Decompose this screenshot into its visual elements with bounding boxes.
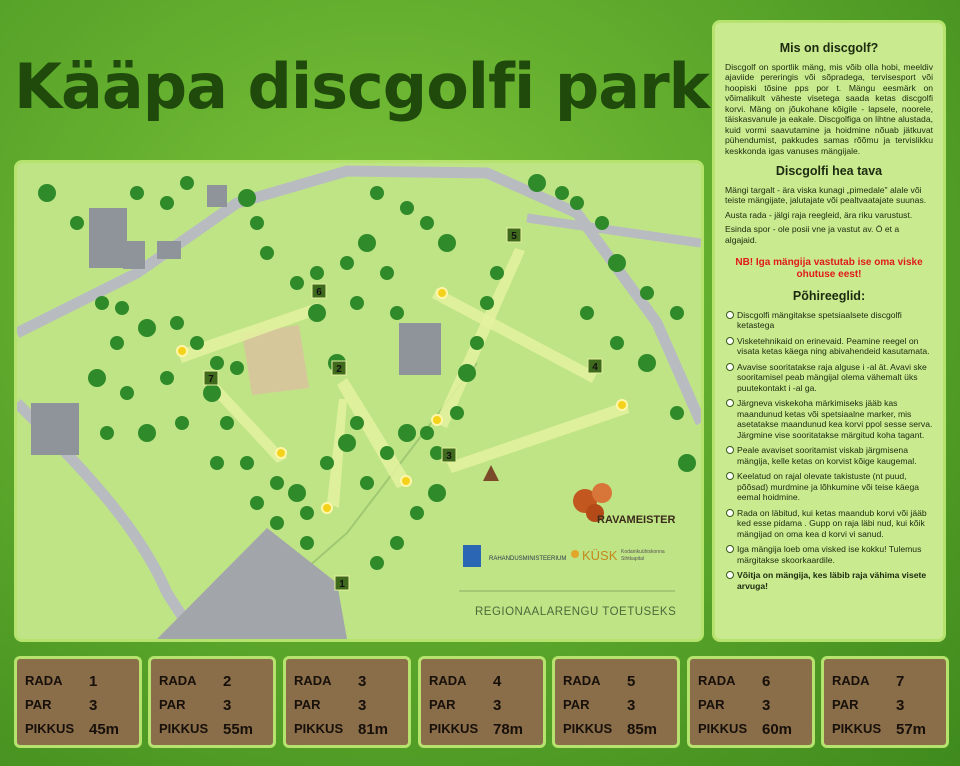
basket-group: [177, 288, 627, 513]
rule-item: Peale avaviset sooritamist viskab järgmisena mängija, kelle ketas on korvist kõige kaugemal.: [737, 445, 933, 466]
tree-icon: [250, 496, 264, 510]
tee-number: 7: [208, 374, 214, 385]
rules-list: [725, 310, 933, 592]
tree-icon: [300, 536, 314, 550]
tee-marker-3: [442, 448, 456, 462]
rule-item: Avavise sooritatakse raja alguse i -al ät. Avavi ske sooritamisel peab mängijal olema vähemalt üks puutekontakt i -al ga.: [737, 362, 933, 394]
building: [89, 208, 127, 268]
tree-icon: [640, 286, 654, 300]
tree-icon: [230, 361, 244, 375]
park-map: [14, 160, 704, 642]
card-value-par: 3: [896, 697, 905, 714]
card-label-rada: RADA: [159, 673, 197, 688]
card-row-pikkus: [698, 721, 804, 741]
tree-icon: [638, 354, 656, 372]
tree-icon: [490, 266, 504, 280]
card-row-pikkus: [25, 721, 131, 741]
rule-item: Keelatud on rajal olevate takistuste (nt puud, põõsad) murdmine ja lõhkumine või teise käega eemal hoidmine.: [737, 471, 933, 503]
card-label-pikkus: PIKKUS: [429, 721, 479, 736]
tree-icon: [115, 301, 129, 315]
card-row-par: [159, 697, 265, 717]
tree-icon: [308, 304, 326, 322]
tree-icon: [240, 456, 254, 470]
card-row-par: [294, 697, 400, 717]
tree-icon: [203, 384, 221, 402]
fairway: [327, 399, 347, 508]
tee-marker-4: [588, 359, 602, 373]
tree-icon: [390, 536, 404, 550]
card-row-pikkus: [429, 721, 535, 741]
tree-icon: [300, 506, 314, 520]
basket-icon: [437, 288, 447, 298]
tree-icon: [170, 316, 184, 330]
tree-icon: [160, 371, 174, 385]
page-title: Kääpa discgolfi park: [14, 50, 709, 123]
tree-icon: [358, 234, 376, 252]
tree-icon: [270, 476, 284, 490]
tree-icon: [595, 216, 609, 230]
tree-icon: [670, 406, 684, 420]
hole-card-2: [148, 656, 276, 748]
tree-icon: [528, 174, 546, 192]
card-row-rada: [832, 673, 938, 693]
ministry-text: RAHANDUSMINISTEERIUM: [489, 556, 567, 562]
card-value-rada: 4: [493, 673, 502, 690]
tee-marker-2: [332, 361, 346, 375]
basket-icon: [432, 415, 442, 425]
card-row-pikkus: [294, 721, 400, 741]
basket-icon: [177, 346, 187, 356]
tree-icon: [238, 189, 256, 207]
kysk-text: KÜSK: [582, 548, 618, 563]
card-value-pikkus: 78m: [493, 721, 524, 738]
tee-marker-6: [312, 284, 326, 298]
tree-icon: [670, 306, 684, 320]
card-row-par: [832, 697, 938, 717]
tree-icon: [420, 426, 434, 440]
tree-icon: [400, 201, 414, 215]
map-footer: REGIONAALARENGU TOETUSEKS: [475, 606, 677, 618]
tree-icon: [340, 256, 354, 270]
tree-icon: [88, 369, 106, 387]
tee-number: 5: [511, 231, 517, 242]
card-label-par: PAR: [159, 697, 186, 712]
tree-icon: [410, 506, 424, 520]
campfire-icon: [483, 465, 499, 481]
rule-item: Järgneva viskekoha märkimiseks jääb kas maandunud ketas või spetsiaalne marker, mis asetatakse maandunud kea korvi ppol sesse serva. Järgmine vise sooritatakse märgitud koha tagant.: [737, 398, 933, 440]
tree-icon: [175, 416, 189, 430]
card-value-rada: 2: [223, 673, 232, 690]
hole-card-5: [552, 656, 680, 748]
card-row-rada: [698, 673, 804, 693]
tree-icon: [130, 186, 144, 200]
rule-item: Visketehnikaid on erinevaid. Peamine reegel on visata ketas käega ning abivahendeid kasutamata.: [737, 336, 933, 357]
tree-icon: [570, 196, 584, 210]
heading-rules: Põhireeglid:: [792, 289, 866, 303]
tree-icon: [270, 516, 284, 530]
card-value-rada: 7: [896, 673, 905, 690]
card-value-par: 3: [762, 697, 771, 714]
tree-icon: [138, 424, 156, 442]
tree-icon: [100, 426, 114, 440]
building: [123, 241, 145, 269]
fairway: [447, 401, 629, 473]
tree-icon: [210, 356, 224, 370]
card-label-rada: RADA: [832, 673, 870, 688]
road-east: [527, 218, 701, 243]
tree-icon: [160, 196, 174, 210]
card-label-par: PAR: [429, 697, 456, 712]
kysk-logo: [571, 548, 665, 563]
tee-marker-7: [204, 371, 218, 385]
heading-what: Mis on discgolf?: [779, 41, 879, 55]
card-row-par: [429, 697, 535, 717]
card-row-rada: [429, 673, 535, 693]
tree-icon: [360, 476, 374, 490]
card-value-par: 3: [627, 697, 636, 714]
tree-icon: [580, 306, 594, 320]
card-label-rada: RADA: [294, 673, 332, 688]
tee-number: 4: [592, 362, 598, 373]
hole-card-1: [14, 656, 142, 748]
card-label-pikkus: PIKKUS: [698, 721, 748, 736]
good-1: Mängi targalt - ära viska kunagi „pimedale" alale või teiste mängijate, jalutajate või pealtvaatajate suunas.: [725, 184, 927, 205]
card-label-pikkus: PIKKUS: [159, 721, 209, 736]
tree-icon: [458, 364, 476, 382]
card-value-pikkus: 55m: [223, 721, 254, 738]
tree-icon: [338, 434, 356, 452]
ministry-logo: [463, 545, 566, 567]
card-value-pikkus: 85m: [627, 721, 658, 738]
tee-number: 3: [446, 451, 452, 462]
card-value-rada: 6: [762, 673, 771, 690]
card-value-par: 3: [358, 697, 367, 714]
card-value-pikkus: 81m: [358, 721, 389, 738]
tree-icon: [120, 386, 134, 400]
card-value-rada: 5: [627, 673, 636, 690]
basket-icon: [617, 400, 627, 410]
tree-icon: [370, 556, 384, 570]
card-label-par: PAR: [294, 697, 321, 712]
tree-icon: [190, 336, 204, 350]
tree-icon: [608, 254, 626, 272]
card-label-rada: RADA: [563, 673, 601, 688]
tree-icon: [678, 454, 696, 472]
rule-item: Iga mängija loeb oma visked ise kokku! Tulemus märgitakse skoorkaardile.: [737, 544, 933, 565]
tree-icon: [470, 336, 484, 350]
tree-icon: [180, 176, 194, 190]
map-canvas: [17, 163, 701, 639]
tree-icon: [480, 296, 494, 310]
building: [207, 185, 227, 207]
card-value-par: 3: [223, 697, 232, 714]
tree-icon: [420, 216, 434, 230]
card-label-par: PAR: [832, 697, 859, 712]
hole-card-7: [821, 656, 949, 748]
tee-marker-1: [335, 576, 349, 590]
card-label-par: PAR: [698, 697, 725, 712]
card-value-pikkus: 57m: [896, 721, 927, 738]
tree-icon: [380, 446, 394, 460]
tree-icon: [428, 484, 446, 502]
tree-icon: [70, 216, 84, 230]
card-value-rada: 3: [358, 673, 367, 690]
tee-number: 1: [339, 579, 345, 590]
heading-good: Discgolfi hea tava: [775, 164, 883, 178]
tree-icon: [350, 296, 364, 310]
card-label-rada: RADA: [429, 673, 467, 688]
tree-icon: [138, 319, 156, 337]
tree-icon: [250, 216, 264, 230]
hole-card-3: [283, 656, 411, 748]
tree-icon: [610, 336, 624, 350]
good-2: Austa rada - jälgi raja reegleid, ära riku varustust.: [725, 209, 913, 220]
building: [157, 241, 181, 259]
tree-icon: [38, 184, 56, 202]
tree-icon: [555, 186, 569, 200]
card-row-rada: [159, 673, 265, 693]
card-value-par: 3: [89, 697, 98, 714]
tree-icon: [220, 416, 234, 430]
tree-icon: [390, 306, 404, 320]
info-panel: [712, 20, 946, 642]
tree-icon: [310, 266, 324, 280]
rule-item: Discgolfi mängitakse spetsiaalsete discgolfi ketastega: [737, 310, 933, 331]
tree-icon: [320, 456, 334, 470]
rule-item: Rada on läbitud, kui ketas maandub korvi või jääb ked esse pidama . Gupp on raja läbi nud, kui kõik mängijad on oma kea d korvi vi sanud.: [737, 508, 933, 540]
card-row-rada: [25, 673, 131, 693]
tree-icon: [110, 336, 124, 350]
building: [399, 323, 441, 375]
tree-icon: [290, 276, 304, 290]
card-row-par: [25, 697, 131, 717]
card-row-pikkus: [832, 721, 938, 741]
hole-card-4: [418, 656, 546, 748]
card-label-pikkus: PIKKUS: [832, 721, 882, 736]
basket-icon: [401, 476, 411, 486]
tree-icon: [450, 406, 464, 420]
card-value-pikkus: 45m: [89, 721, 120, 738]
card-value-pikkus: 60m: [762, 721, 793, 738]
building-large: [157, 528, 347, 639]
card-label-rada: RADA: [25, 673, 63, 688]
tree-icon: [350, 416, 364, 430]
tree-icon: [95, 296, 109, 310]
kysk-subtitle-2: Sihtkapital: [621, 556, 645, 562]
what-text: Discgolf on sportlik mäng, mis võib olla hobi, meeldiv ajaviide pereringis või sõpradega, tervisesport või hoopiski tõsine pps por t. Mängu eesmärk on võimalikult väheste visetega saada ketas discgolfi korvi. Mäng on jõukohane kõigile - lapsele, noorele, täiskasvanule ja eakale. Discgolfiga on lihtne alustada, kuid vormi saavutamine ja hoidmine nõuab jätkuvat pühendumist, pakkudes samas rõõmu ja tervislikku keskkonda igas vanuses mängijale.: [725, 61, 933, 156]
card-label-par: PAR: [25, 697, 52, 712]
fairway: [432, 288, 597, 383]
tee-number: 2: [336, 364, 342, 375]
card-row-pikkus: [159, 721, 265, 741]
warning-text: NB! Iga mängija vastutab ise oma viske ohutuse eest!: [735, 257, 923, 280]
ravameister-logo: [573, 483, 675, 526]
card-row-par: [563, 697, 669, 717]
card-row-par: [698, 697, 804, 717]
card-label-rada: RADA: [698, 673, 736, 688]
basket-icon: [276, 448, 286, 458]
tree-icon: [438, 234, 456, 252]
rule-item-last: Võitja on mängija, kes läbib raja vähima visete arvuga!: [737, 570, 933, 591]
tree-icon: [260, 246, 274, 260]
card-value-par: 3: [493, 697, 502, 714]
card-label-pikkus: PIKKUS: [294, 721, 344, 736]
tree-icon: [288, 484, 306, 502]
hole-card-6: [687, 656, 815, 748]
tee-number: 6: [316, 287, 322, 298]
card-label-pikkus: PIKKUS: [25, 721, 75, 736]
card-value-rada: 1: [89, 673, 98, 690]
card-row-rada: [563, 673, 669, 693]
card-row-pikkus: [563, 721, 669, 741]
basket-icon: [322, 503, 332, 513]
card-row-rada: [294, 673, 400, 693]
building: [31, 403, 79, 455]
card-label-par: PAR: [563, 697, 590, 712]
tree-icon: [210, 456, 224, 470]
tree-icon: [370, 186, 384, 200]
kysk-subtitle-1: Kodanikuühiskonna: [621, 549, 665, 555]
tee-marker-5: [507, 228, 521, 242]
card-label-pikkus: PIKKUS: [563, 721, 613, 736]
good-3: Esinda spor - ole posii vne ja vastut av. Ö et a algajaid.: [725, 224, 900, 245]
tree-icon: [380, 266, 394, 280]
ravameister-text: RAVAMEISTER: [597, 514, 676, 526]
tree-icon: [398, 424, 416, 442]
